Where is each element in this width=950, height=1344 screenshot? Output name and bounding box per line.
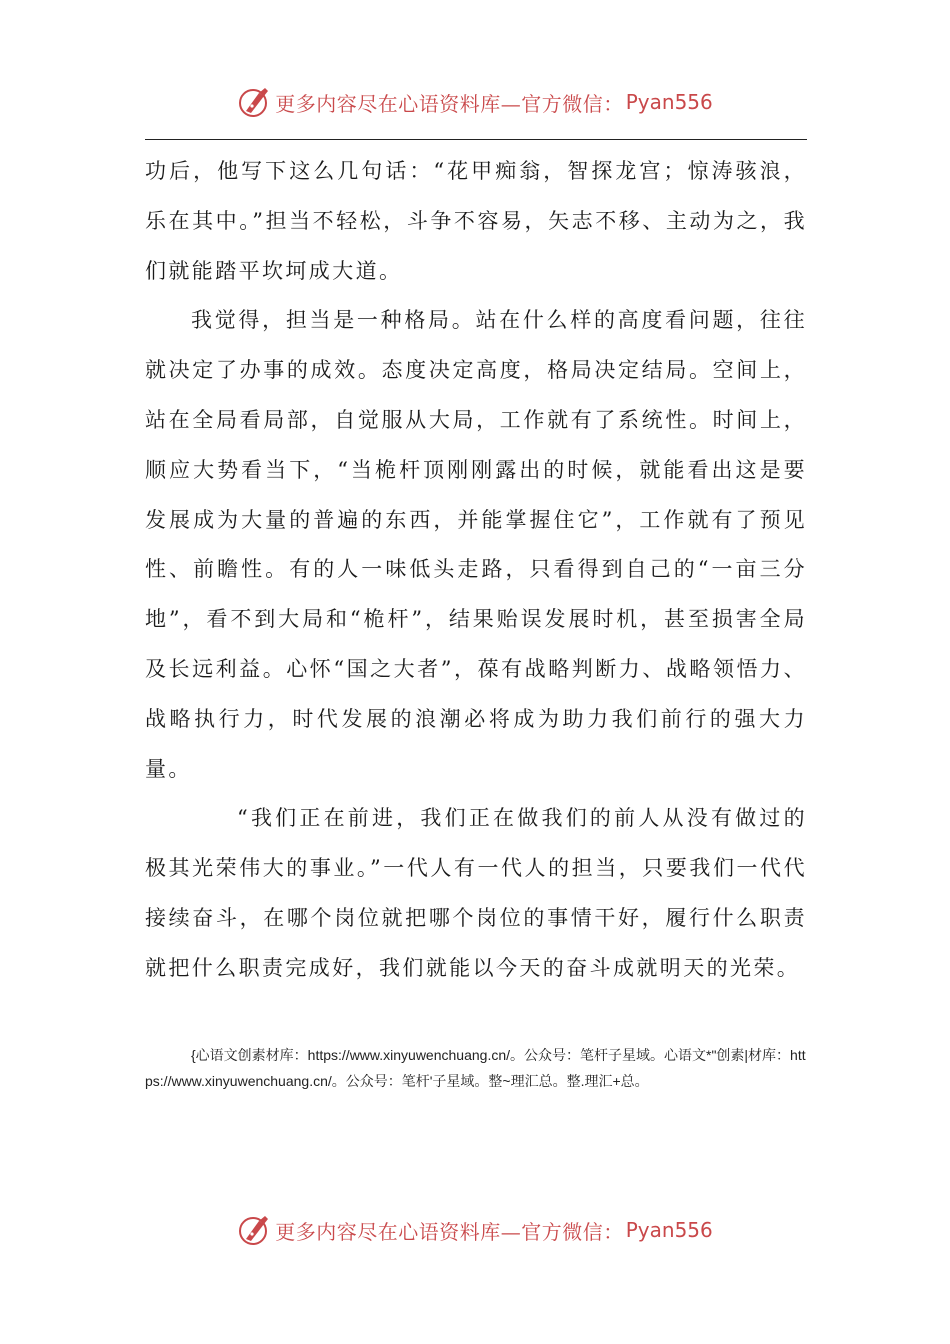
footer-banner <box>237 1213 713 1247</box>
header-banner-text: 更多内容尽在心语资料库—官方微信： <box>275 91 624 116</box>
header-wechat-id: Pyan556 <box>625 90 713 114</box>
paragraph: 功后，他写下这么几句话：“花甲痴翁，智探龙宫；惊涛骇浪，乐在其中。”担当不轻松，斗争不容易，矢志不移、主动为之，我们就能踏平坎坷成大道。 <box>145 159 807 283</box>
source-note-text: {心语文创素材库：https://www.xinyuwenchuang.cn/。公众号：笔杆子星域。心语文*"创素|材库：https://www.xinyuwenchuang.cn/。公众号：笔杆'子星域。整~理汇总。整.理汇+总。 <box>145 1047 806 1089</box>
page-footer <box>0 1210 950 1250</box>
header-banner <box>237 85 713 119</box>
pen-nib-circle-icon <box>237 85 271 119</box>
footer-wechat-id: Pyan556 <box>625 1218 713 1242</box>
article-body <box>145 147 807 994</box>
paragraph: 我觉得，担当是一种格局。站在什么样的高度看问题，往往就决定了办事的成效。态度决定高度，格局决定结局。空间上，站在全局看局部，自觉服从大局，工作就有了系统性。时间上，顺应大势看当下，“当桅杆顶刚刚露出的时候，就能看出这是要发展成为大量的普遍的东西，并能掌握住它”，工作就有了预见性、前瞻性。有的人一味低头走路，只看得到自己的“一亩三分地”，看不到大局和“桅杆”，结果贻误发展时机，甚至损害全局及长远利益。心怀“国之大者”，葆有战略判断力、战略领悟力、战略执行力，时代发展的浪潮必将成为助力我们前行的强大力量。 <box>145 308 807 781</box>
source-note <box>145 1042 807 1094</box>
paragraph: “我们正在前进，我们正在做我们的前人从没有做过的极其光荣伟大的事业。”一代人有一代人的担当，只要我们一代代接续奋斗，在哪个岗位就把哪个岗位的事情干好，履行什么职责就把什么职责完成好，我们就能以今天的奋斗成就明天的光荣。 <box>145 806 807 980</box>
header-divider <box>145 139 807 140</box>
footer-banner-text: 更多内容尽在心语资料库—官方微信： <box>275 1219 624 1244</box>
pen-nib-circle-icon <box>237 1213 271 1247</box>
page-header <box>0 82 950 122</box>
